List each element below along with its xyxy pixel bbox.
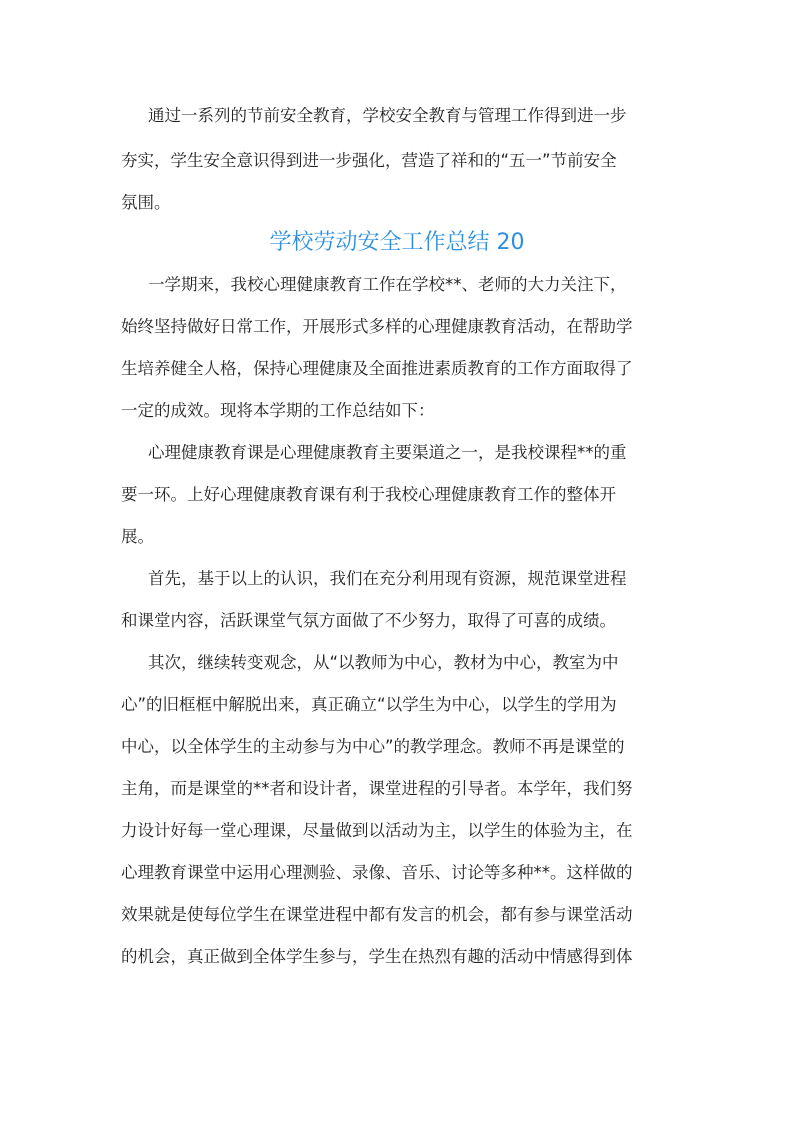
line-text: 和课堂内容，活跃课堂气氛方面做了不少努力，取得了可喜的成绩。 bbox=[121, 611, 616, 630]
line-text: 中心，以全体学生的主动参与为中心”的教学理念。教师不再是课堂的 bbox=[121, 737, 625, 756]
line-text: 氛围。 bbox=[121, 193, 171, 212]
line-text: 夯实，学生安全意识得到进一步强化，营造了祥和的“五一”节前安全 bbox=[121, 151, 617, 170]
line-text: 一定的成效。现将本学期的工作总结如下： bbox=[121, 401, 435, 420]
line-text: 力设计好每一堂心理课，尽量做到以活动为主，以学生的体验为主，在 bbox=[121, 821, 633, 840]
line-text: 一学期来，我校心理健康教育工作在学校**、老师的大力关注下， bbox=[148, 275, 627, 294]
line-text: 通过一系列的节前安全教育，学校安全教育与管理工作得到进一步 bbox=[148, 106, 627, 125]
line-text: 心理教育课堂中运用心理测验、录像、音乐、讨论等多种**。这样做的 bbox=[121, 863, 633, 882]
section-heading: 学校劳动安全工作总结 20 bbox=[269, 230, 525, 255]
line-text: 要一环。上好心理健康教育课有利于我校心理健康教育工作的整体开 bbox=[121, 485, 616, 504]
line-text: 展。 bbox=[121, 527, 154, 546]
line-text: 心理健康教育课是心理健康教育主要渠道之一，是我校课程**的重 bbox=[148, 443, 627, 462]
line-text: 首先，基于以上的认识，我们在充分利用现有资源，规范课堂进程 bbox=[148, 569, 627, 588]
line-text: 效果就是使每位学生在课堂进程中都有发言的机会，都有参与课堂活动 bbox=[121, 905, 633, 924]
line-text: 始终坚持做好日常工作，开展形式多样的心理健康教育活动，在帮助学 bbox=[121, 317, 633, 336]
line-text: 其次，继续转变观念，从“以教师为中心，教材为中心，教室为中 bbox=[148, 653, 619, 672]
line-text: 主角，而是课堂的**者和设计者，课堂进程的引导者。本学年，我们努 bbox=[121, 779, 633, 798]
line-text: 心”的旧框框中解脱出来，真正确立“以学生为中心，以学生的学用为 bbox=[121, 695, 617, 714]
line-text: 的机会，真正做到全体学生参与，学生在热烈有趣的活动中情感得到体 bbox=[121, 947, 633, 966]
line-text: 生培养健全人格，保持心理健康及全面推进素质教育的工作方面取得了 bbox=[121, 359, 633, 378]
